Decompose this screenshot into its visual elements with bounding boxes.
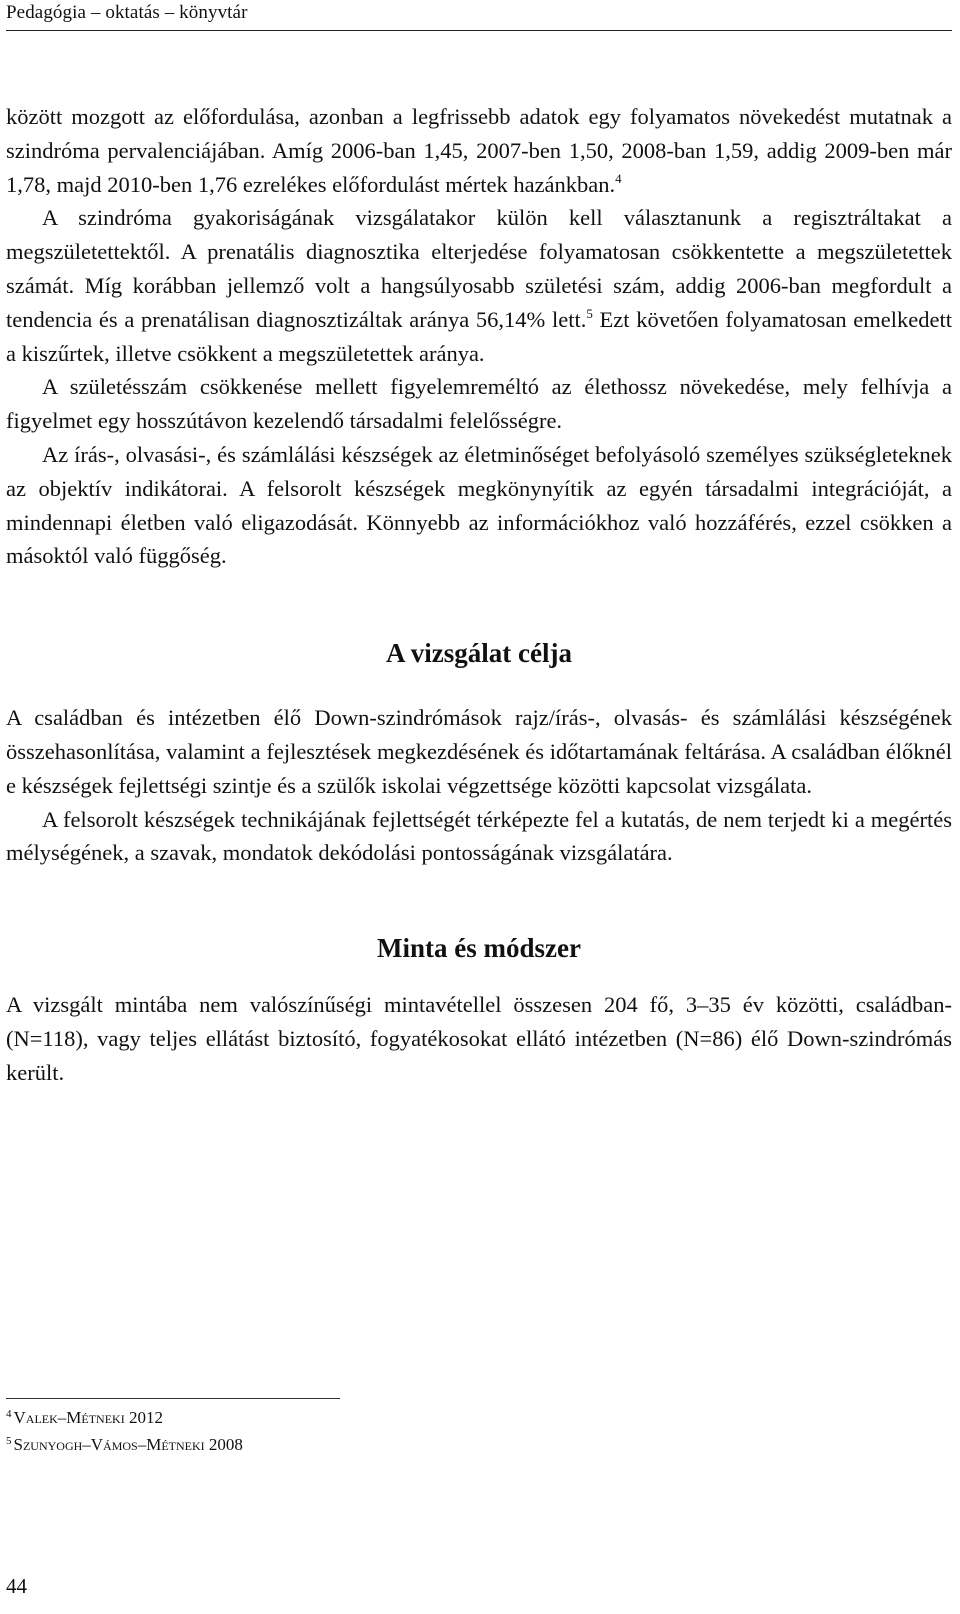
paragraph-text: A szindróma gyakoriságának vizsgálatakor külön kell választanunk a regisztráltakat a megszületettektől. A prenatális diagnosztika elterjedése folyamatosan csökkentette a megszületettek számát. Míg korábban jellemző volt a hangsúlyosabb születési szám, addig 2006-ban megfordult a tendencia és a prenatálisan diagnosztizáltak aránya 56,14% lett. (6, 205, 952, 332)
footnote-reference[interactable]: 5 (586, 305, 593, 321)
paragraph: A születésszám csökkenése mellett figyelemreméltó az élethossz növekedése, mely felhívja a figyelmet egy hosszútávon kezelendő társadalmi felelősségre. (6, 374, 952, 434)
header-divider (6, 30, 952, 31)
footnotes (6, 1404, 243, 1458)
paragraph: A felsorolt készségek technikájának fejlettségét térképezte fel a kutatás, de nem terjedt ki a megértés mélységének, a szavak, mondatok dekódolási pontosságának vizsgálatára. (6, 806, 952, 866)
paragraph: A családban és intézetben élő Down-szindrómások rajz/írás-, olvasás- és számlálási készségének összehasonlítása, valamint a fejlesztések megkezdésének és időtartamának feltárása. A családban élőknél e készségek fejlettségi szintje és a szülők iskolai végzettsége közötti kapcsolat vizsgálata. (6, 705, 952, 798)
section-heading: Minta és módszer (377, 933, 581, 964)
footnote-divider (6, 1398, 340, 1399)
paragraph: A vizsgált mintába nem valószínűségi mintavétellel összesen 204 fő, 3–35 év közötti, családban- (N=118), vagy teljes ellátást biztosító, fogyatékosokat ellátó intézetben (N=86) élő Down-szindrómás került. (6, 992, 952, 1085)
paragraph-text: Ezt követően folyamatosan emelkedett a kiszűrtek, illetve csökkent a megszületettek aránya. (6, 306, 952, 366)
footnote-number: 5 (6, 1435, 12, 1447)
paragraph-text: között mozgott az előfordulása, azonban a legfrissebb adatok egy folyamatos növekedést mutatnak a szindróma pervalenciájában. Amíg 2006-ban 1,45, 2007-ben 1,50, 2008-ban 1,59, addig 2009-ben már 1,78, majd 2010-ben 1,76 ezrelékes előfordulást mértek hazánkban. (6, 104, 952, 197)
section-heading: A vizsgálat célja (386, 638, 572, 669)
paragraph: Az írás-, olvasási-, és számlálási készségek az életminőséget befolyásoló személyes szükségleteknek az objektív indikátorai. A felsorolt készségek megkönynyítik az egyén társadalmi integrációját, a mindennapi életben való eligazodását. Könnyebb az információkhoz való hozzáférés, ezzel csökken a másoktól való függőség. (6, 441, 952, 569)
footnote-number: 4 (6, 1408, 12, 1420)
running-header: Pedagógia – oktatás – könyvtár (6, 2, 248, 23)
footnote-reference[interactable]: 4 (615, 170, 622, 186)
paragraph (6, 201, 952, 370)
footnote (6, 1431, 243, 1458)
page-number: 44 (6, 1574, 27, 1598)
footnote (6, 1404, 243, 1431)
paragraph (6, 100, 952, 201)
footnote-text: Szunyogh–Vámos–Métneki 2008 (13, 1435, 243, 1454)
footnote-text: Valek–Métneki 2012 (13, 1408, 163, 1427)
main-text (6, 100, 952, 1090)
